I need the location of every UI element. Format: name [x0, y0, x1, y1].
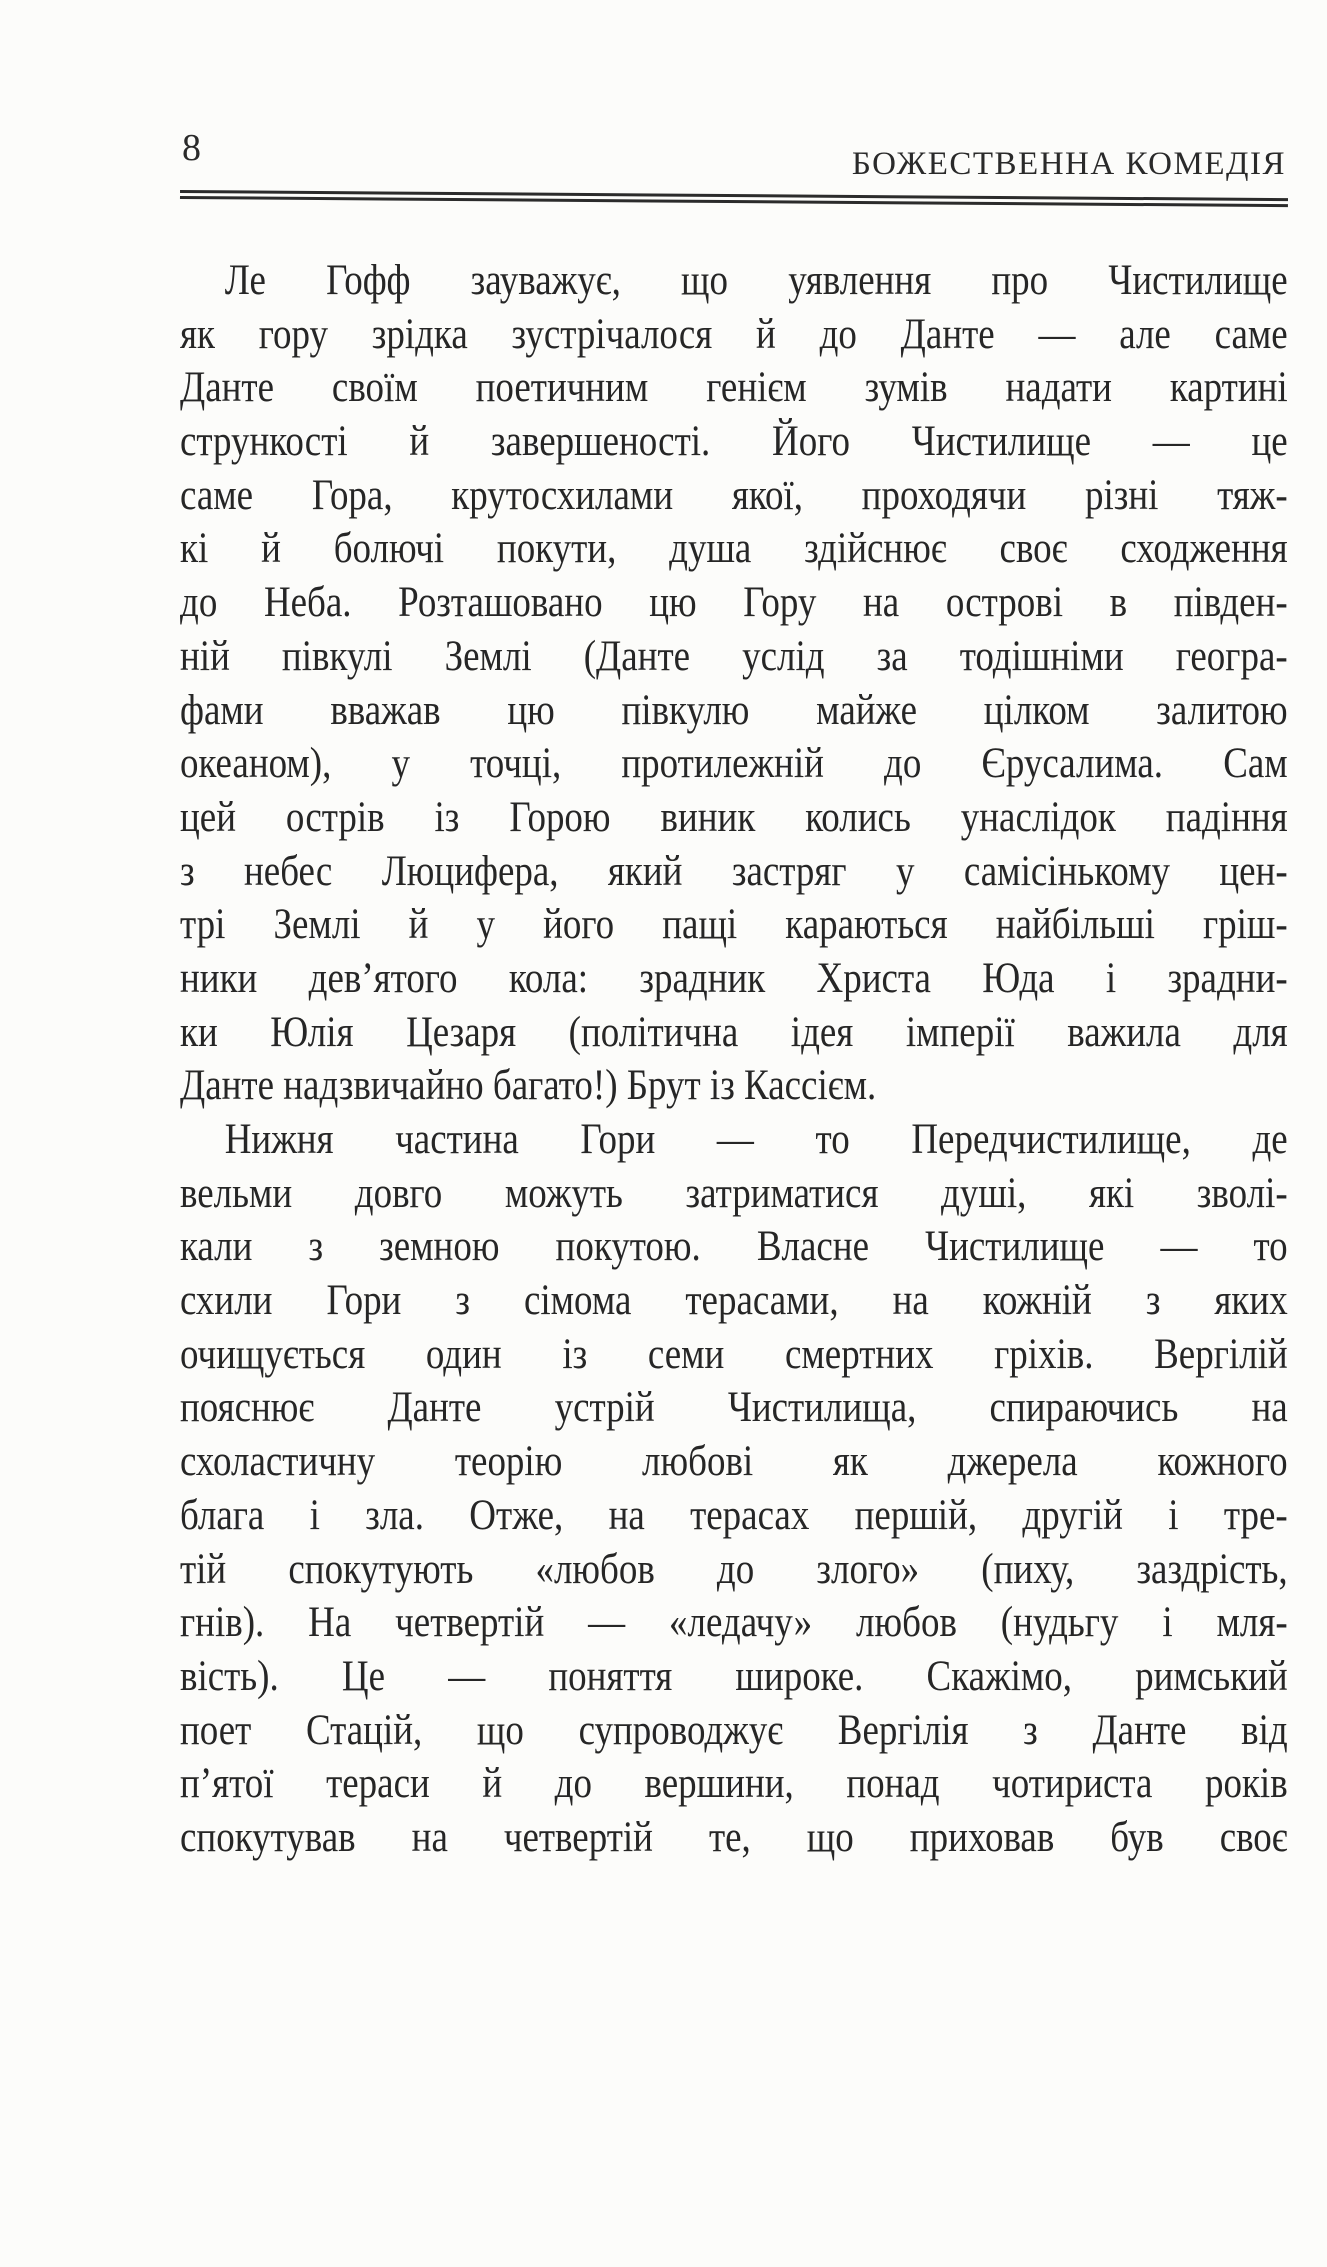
text-line: схили Гори з сімома терасами, на кожній з яких: [180, 1277, 1288, 1325]
text-line: ній півкулі Землі (Данте услід за тодішніми геогра-: [180, 632, 1288, 680]
text-line: ники дев’ятого кола: зрадник Христа Юда і зрадни-: [180, 954, 1288, 1002]
text-line: саме Гора, крутосхилами якої, проходячи різні тяж-: [180, 471, 1288, 519]
text-line: вість). Це — поняття широке. Скажімо, римський: [180, 1652, 1288, 1700]
text-line: гнів). На четвертій — «ледачу» любов (нудьгу і мля-: [180, 1599, 1288, 1647]
book-title: БОЖЕСТВЕННА КОМЕДІЯ: [851, 146, 1286, 182]
text-line: з небес Люцифера, який застряг у самісінькому цен-: [180, 847, 1288, 895]
text-line: стрункості й завершеності. Його Чистилище — це: [180, 418, 1288, 466]
page-number: 8: [182, 127, 201, 169]
text-line: цей острів із Горою виник колись унаслідок падіння: [180, 793, 1288, 841]
text-line: Данте своїм поетичним генієм зумів надати картині: [180, 364, 1288, 412]
text-line: трі Землі й у його пащі караються найбільші гріш-: [180, 901, 1288, 949]
paragraph-2-first-line: Нижня частина Гори — то Передчистилище, де: [224, 1116, 1288, 1163]
text-line: очищується один із семи смертних гріхів. Вергілій: [180, 1330, 1288, 1378]
body-text: [180, 254, 1288, 1865]
paragraph-1-first-line: Ле Гофф зауважує, що уявлення про Чистилище: [224, 257, 1288, 304]
text-line: кі й болючі покути, душа здійснює своє сходження: [180, 525, 1288, 573]
text-line: пояснює Данте устрій Чистилища, спираючись на: [180, 1384, 1288, 1432]
paragraph-1-last-line: Данте надзвичайно багато!) Брут із Кассієм.: [180, 1062, 877, 1110]
text-line: океаном), у точці, протилежній до Єрусалима. Сам: [180, 740, 1288, 788]
text-line: п’ятої тераси й до вершини, понад чотириста років: [180, 1760, 1288, 1808]
text-line: ки Юлія Цезаря (політична ідея імперії важила для: [180, 1008, 1288, 1056]
running-head: [180, 128, 1288, 184]
header-double-rule: [180, 190, 1288, 208]
text-line: фами вважав цю півкулю майже цілком залитою: [180, 686, 1288, 734]
text-line: схоластичну теорію любові як джерела кожного: [180, 1438, 1288, 1486]
text-line: до Неба. Розташовано цю Гору на острові в півден-: [180, 579, 1288, 627]
text-line: кали з земною покутою. Власне Чистилище — то: [180, 1223, 1288, 1271]
text-line: вельми довго можуть затриматися душі, які зволі-: [180, 1169, 1288, 1217]
text-line: тій спокутують «любов до злого» (пиху, заздрість,: [180, 1545, 1288, 1593]
text-line: спокутував на четвертій те, що приховав був своє: [180, 1813, 1288, 1861]
text-line: поет Стацій, що супроводжує Вергілія з Данте від: [180, 1706, 1288, 1754]
text-line: блага і зла. Отже, на терасах першій, другій і тре-: [180, 1491, 1288, 1539]
text-line: як гору зрідка зустрічалося й до Данте — але саме: [180, 310, 1288, 358]
